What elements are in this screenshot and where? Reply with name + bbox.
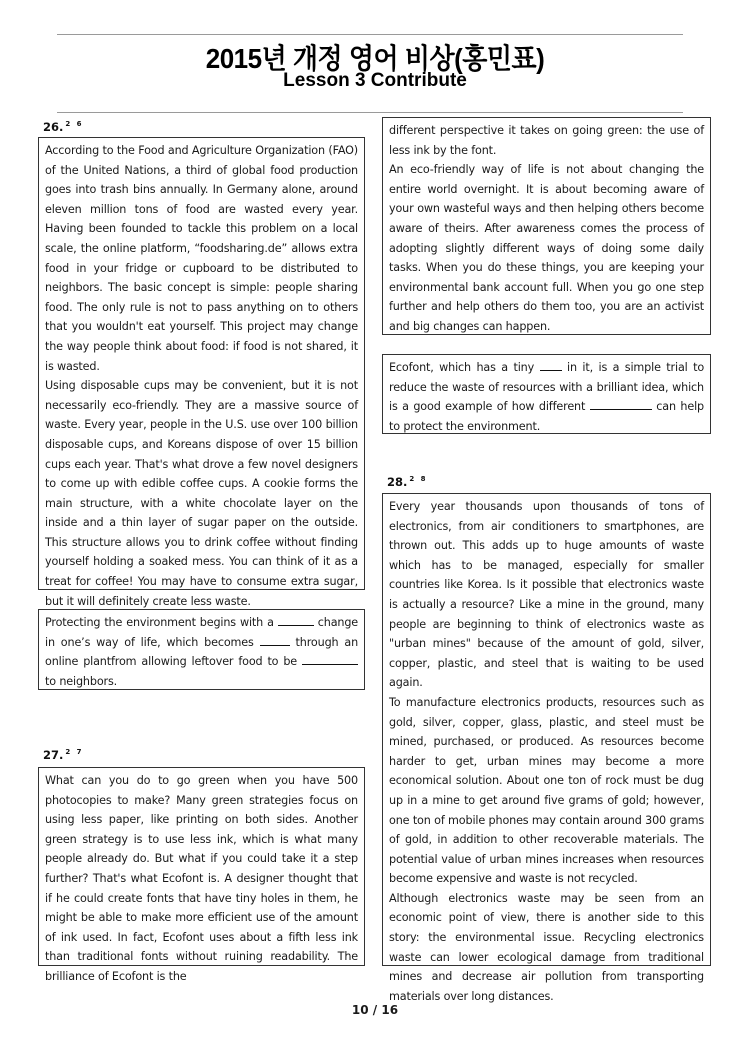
question-28-paragraph-2: To manufacture electronics products, resources such as gold, silver, copper, glass, plastic, and steel must be mined, purchased, or produced. As resources become harder to get, urban mines may become a more economical solution. About one ton of rock must be dug up in a mine to get around five grams of gold; however, one ton of mobile phones may contain around 300 grams of gold, in addition to other recoverable materials. The potential value of urban mines increases when resources become expensive and waste is not recycled. <box>389 695 704 886</box>
question-28-paragraph-3: Although electronics waste may be seen from an economic point of view, there is another side to this story: the environmental issue. Recycling electronics waste can lower ecological damage from traditional mines and decrease air pollution from transporting materials over long distances. <box>389 891 704 1003</box>
question-27-passage-box-right <box>382 117 711 335</box>
header-bottom-rule <box>57 112 683 113</box>
question-27-summary-box <box>382 354 711 434</box>
question-27-summary: Ecofont, which has a tiny in it, is a simple trial to reduce the waste of resources with a brilliant idea, which is a good example of how different can help to protect the environment. <box>389 361 705 433</box>
header-top-rule <box>57 34 683 35</box>
question-26-summary: Protecting the environment begins with a change in one’s way of life, which becomes through an online plantfrom allowing leftover food to be to neighbors. <box>45 616 359 688</box>
question-26-paragraph-1: According to the Food and Agriculture Organization (FAO) of the United Nations, a third of global food production goes into trash bins annually. In Germany alone, around eleven million tons of food are wasted every year. Having been founded to tackle this problem on a local scale, the online platform, “foodsharing.de” allows extra food in your fridge or cupboard to be distributed to neighbors. The basic concept is simple: people sharing food. The only rule is not to pass anything on to others that you wouldn't eat yourself. This project may change the way people think about food: if food is not shared, it is wasted. <box>45 144 358 373</box>
question-26-paragraph-2: Using disposable cups may be convenient, but it is not necessarily eco-friendly. They are a massive source of waste. Every year, people in the U.S. use over 100 billion disposable cups, and Koreans dispose of over 15 billion cups each year. That's what drove a few novel designers to come up with edible coffee cups. A cookie forms the main structure, with a white chocolate layer on the inside and a thin layer of sugar paper on the outside. This structure allows you to drink coffee without finding yourself holding a soaked mess. You can think of it as a treat for coffee! You may have to consume extra sugar, but it will definitely create less waste. <box>45 379 358 608</box>
question-26-label: 26. $^{2 6}$ <box>43 120 84 134</box>
document-title: 2015년 개정 영어 비상(홍민표) <box>205 41 545 75</box>
question-27-paragraph-2: An eco-friendly way of life is not about changing the entire world overnight. It is about becoming aware of your own wasteful ways and then helping others become aware of theirs. After awareness comes the process of adopting slightly different ways of doing some daily tasks. When you do these things, you are keeping your environmental bank account full. When you go one step further and help others do them too, you are an activist and big changes can happen. <box>389 163 704 333</box>
answer-blank-3[interactable] <box>302 653 358 665</box>
question-28-label: 28. $^{2 8}$ <box>387 475 428 489</box>
question-26-superscript: 2 6 <box>65 120 84 128</box>
answer-blank-2[interactable] <box>260 634 290 646</box>
question-28-paragraph-1: Every year thousands upon thousands of tons of electronics, from air conditioners to smartphones, are thrown out. This adds up to huge amounts of waste which has to be managed, especially for smaller countries like Korea. Is it possible that electronics waste is actually a resource? Like a mine in the ground, many people are beginning to think of electronics waste as "urban mines" because of the amount of gold, silver, copper, plastic, and steel that is waiting to be used again. <box>389 500 704 690</box>
answer-blank-5[interactable] <box>590 398 652 410</box>
question-28-passage-box <box>382 493 711 1003</box>
question-26-passage-box <box>38 137 365 608</box>
question-27-passage-box-left <box>38 767 365 983</box>
question-27-label: 27. $^{2 7}$ <box>43 748 84 762</box>
question-26-summary-box <box>38 609 365 690</box>
question-28-superscript: 2 8 <box>409 475 428 483</box>
page-number: 10 / 16 <box>351 1003 399 1017</box>
question-27-paragraph-left: What can you do to go green when you have 500 photocopies to make? Many green strategies focus on using less paper, like printing on both sides. Another green strategy is to use less ink, which is what many people already do. But what if you could take it a step further? That's what Ecofont is. A designer thought that if he could create fonts that have tiny holes in them, he might be able to make more efficient use of the amount of ink used. In fact, Ecofont uses about a fifth less ink than traditional fonts without ruining readability. The brilliance of Ecofont is the <box>45 774 358 983</box>
answer-blank-4[interactable] <box>540 359 562 371</box>
lesson-subtitle: Lesson 3 Contribute <box>283 70 467 91</box>
answer-blank-1[interactable] <box>278 614 314 626</box>
question-27-superscript: 2 7 <box>65 748 84 756</box>
question-27-paragraph-continued: different perspective it takes on going green: the use of less ink by the font. <box>389 124 704 157</box>
